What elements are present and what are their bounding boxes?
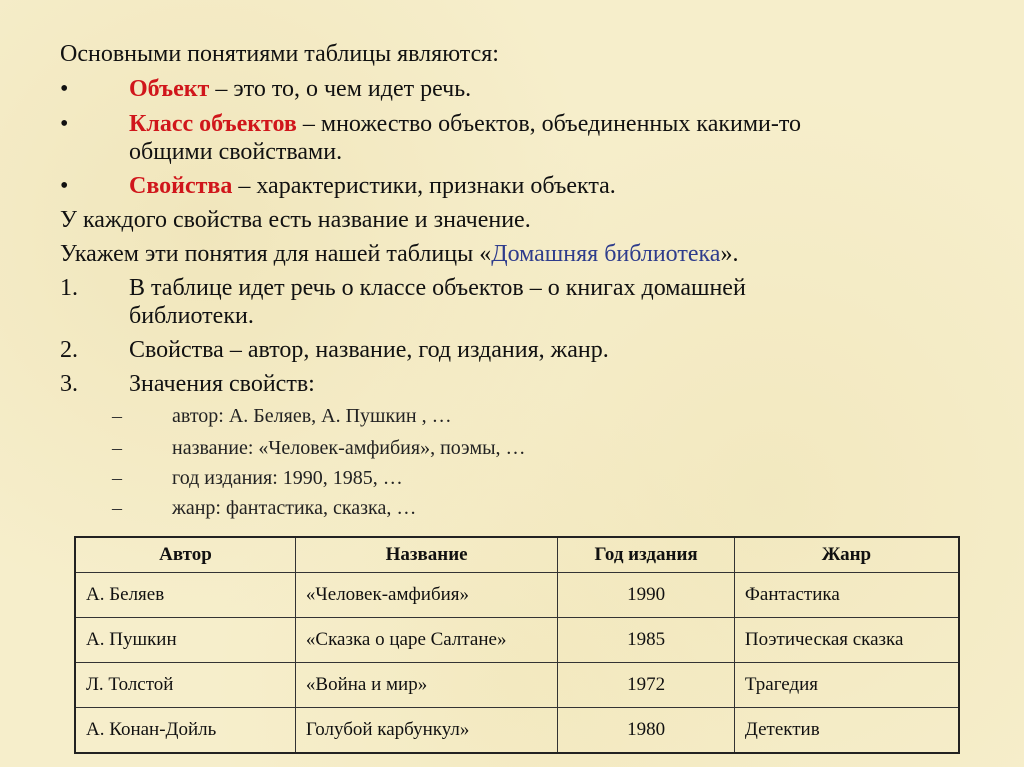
concept-properties	[129, 172, 989, 200]
sub-item-title: название: «Человек-амфибия», поэмы, …	[172, 437, 526, 459]
cell-author: А. Пушкин	[75, 618, 295, 663]
cell-author: Л. Толстой	[75, 663, 295, 708]
bullet-marker: •	[60, 111, 69, 137]
bullet-marker: •	[60, 76, 69, 102]
cell-genre: Поэтическая сказка	[734, 618, 959, 663]
concept-definition-cont: общими свойствами.	[129, 139, 343, 165]
table-row	[75, 618, 959, 663]
sub-item-genre: жанр: фантастика, сказка, …	[172, 497, 417, 519]
dash-marker: –	[112, 497, 122, 519]
property-line: У каждого свойства есть название и значение.	[60, 207, 531, 233]
header-title: Название	[295, 537, 557, 573]
number-marker: 1.	[60, 275, 78, 301]
cell-title: Голубой карбункул»	[295, 708, 557, 754]
concept-definition: – это то, о чем идет речь.	[209, 76, 472, 102]
numbered-item-class	[129, 274, 989, 330]
concept-term: Свойства	[129, 173, 233, 199]
cell-author: А. Беляев	[75, 573, 295, 618]
cell-title: «Война и мир»	[295, 663, 557, 708]
dash-marker: –	[112, 437, 122, 459]
concept-definition: – характеристики, признаки объекта.	[232, 173, 616, 199]
library-link: Домашняя библиотека	[491, 241, 721, 267]
cell-title: «Человек-амфибия»	[295, 573, 557, 618]
bullet-marker: •	[60, 173, 69, 199]
concept-term: Класс объектов	[129, 111, 297, 137]
header-author: Автор	[75, 537, 295, 573]
cell-genre: Трагедия	[734, 663, 959, 708]
numbered-text: В таблице идет речь о классе объектов – о книгах домашней	[129, 275, 746, 301]
numbered-item-properties: Свойства – автор, название, год издания, жанр.	[129, 337, 609, 363]
numbered-text-cont: библиотеки.	[129, 303, 254, 329]
dash-marker: –	[112, 467, 122, 489]
intro-line: Основными понятиями таблицы являются:	[60, 41, 499, 67]
table-row	[75, 663, 959, 708]
table-header-row	[75, 537, 959, 573]
apply-text-end: ».	[720, 241, 739, 267]
cell-year: 1990	[558, 573, 735, 618]
concept-class	[129, 110, 989, 166]
books-table	[74, 536, 960, 754]
cell-genre: Детектив	[734, 708, 959, 754]
cell-year: 1985	[558, 618, 735, 663]
concept-object	[129, 75, 989, 103]
cell-title: «Сказка о царе Салтане»	[295, 618, 557, 663]
concept-definition: – множество объектов, объединенных какими-то	[296, 111, 802, 137]
dash-marker: –	[112, 405, 122, 427]
cell-genre: Фантастика	[734, 573, 959, 618]
cell-year: 1972	[558, 663, 735, 708]
header-year: Год издания	[558, 537, 735, 573]
cell-author: А. Конан-Дойль	[75, 708, 295, 754]
header-genre: Жанр	[734, 537, 959, 573]
sub-item-author: автор: А. Беляев, А. Пушкин , …	[172, 405, 452, 427]
apply-line	[60, 240, 738, 268]
number-marker: 3.	[60, 371, 78, 397]
cell-year: 1980	[558, 708, 735, 754]
number-marker: 2.	[60, 337, 78, 363]
sub-item-year: год издания: 1990, 1985, …	[172, 467, 403, 489]
concept-term: Объект	[129, 76, 210, 102]
table-row	[75, 708, 959, 754]
numbered-item-values: Значения свойств:	[129, 371, 315, 397]
table-row	[75, 573, 959, 618]
apply-text: Укажем эти понятия для нашей таблицы «	[60, 241, 492, 267]
